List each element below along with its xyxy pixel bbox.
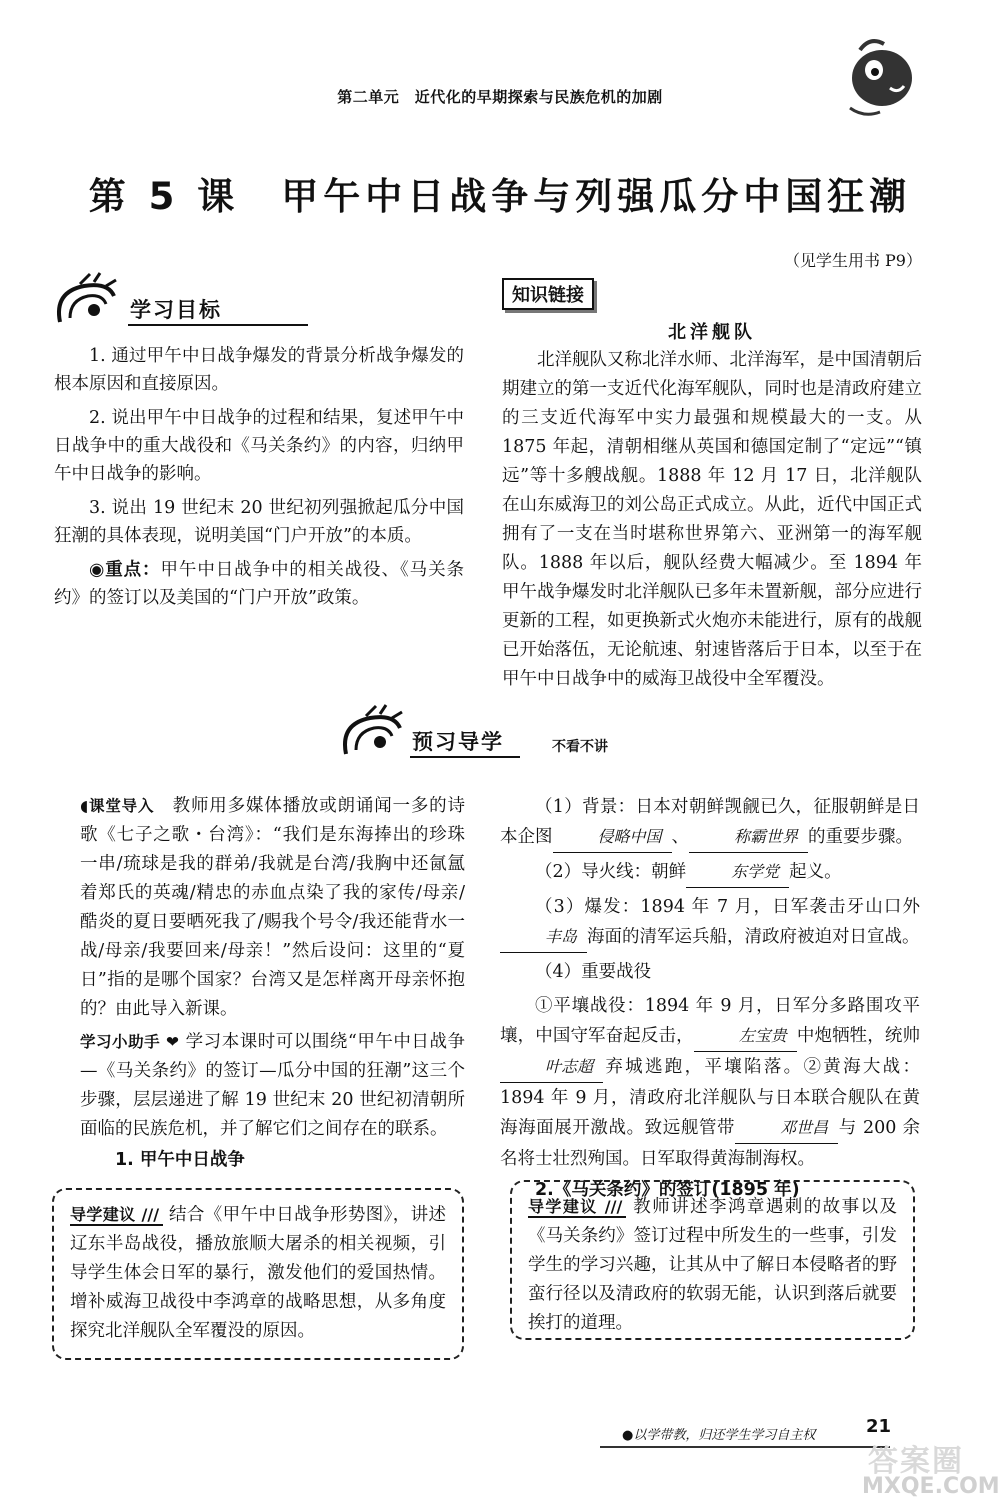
key-label: ◉重点： <box>89 560 161 580</box>
fill-blank: 丰岛 <box>500 922 587 953</box>
goals-key-point <box>54 556 464 612</box>
guide-text: 教师讲述李鸿章遇刺的故事以及《马关条约》签订过程中所发生的一些事，引发学生的学习兴趣，让其从中了解日本侵略者的野蛮行径以及清政府的软弱无能，认识到落后就要挨打的道理。 <box>528 1197 897 1333</box>
page-number: 21 <box>866 1416 892 1437</box>
lesson-reference: （见学生用书 P9） <box>783 251 922 270</box>
fuse-item: （2）导火线：朝鲜 东学党 起义。 <box>500 857 920 888</box>
goals-title: 学习目标 <box>130 298 222 322</box>
guide-box-left <box>52 1188 464 1360</box>
guide-box-right <box>510 1180 915 1340</box>
intro-block <box>80 792 465 1174</box>
footer-line <box>600 1446 890 1448</box>
war-section <box>500 792 920 1204</box>
fill-blank: 称霸世界 <box>689 822 808 853</box>
footer-slogan: ●以学带教，归还学生学习自主权 <box>622 1428 816 1443</box>
fill-blank: 侵略中国 <box>553 822 672 853</box>
intro-tag: ◖课堂导入 <box>80 797 155 815</box>
guide-text: 结合《甲午中日战争形势图》，讲述辽东半岛战役，播放旅顺大屠杀的相关视频，引导学生体会日军的暴行，激发他们的爱国热情。增补威海卫战役中李鸿章的战略思想，从多角度探究北洋舰队全军覆没的原因。 <box>70 1205 446 1341</box>
outbreak-item: （3）爆发：1894 年 7 月，日军袭击牙山口外丰岛 海面的清军运兵船，清政府被迫对日宣战。 <box>500 892 920 953</box>
watermark: 答案圈 <box>868 1444 964 1479</box>
helper-text: 学习本课时可以围绕“甲午中日战争—《马关条约》的签订—瓜分中国的狂潮”这三个步骤，层层递进了解 19 世纪末 20 世纪初清朝所面临的民族危机，并了解它们之间存在的联系。 <box>80 1032 465 1139</box>
guide-tag: 导学建议 /// <box>528 1197 626 1218</box>
goal-item: 3. 说出 19 世纪末 20 世纪初列强掀起瓜分中国狂潮的具体表现，说明美国“门户开放”的本质。 <box>54 498 464 546</box>
section1-title: 1. 甲午中日战争 <box>115 1150 245 1170</box>
guide-tag: 导学建议 /// <box>70 1205 163 1226</box>
lesson-title: 第 5 课 甲午中日战争与列强瓜分中国狂潮 <box>88 175 912 218</box>
unit-header: 第二单元 近代化的早期探索与民族危机的加剧 <box>337 88 663 106</box>
knowledge-body <box>502 346 922 694</box>
swirl-icon <box>50 272 140 332</box>
preview-banner <box>336 704 656 766</box>
watermark-url: MXQE.COM <box>862 1474 1000 1499</box>
fill-blank: 叶志超 <box>500 1052 603 1083</box>
preview-title: 预习导学 <box>412 730 504 754</box>
knowledge-text: 北洋舰队又称北洋水师、北洋海军，是中国清朝后期建立的第一支近代化海军舰队，同时也是清政府建立的三支近代海军中实力最强和规模最大的一支。从 1875 年起，清朝相继从英国和德国定制了“定远”“镇远”等十多艘战舰。1888 年 12 月 17 日，北洋舰队在山东威海卫的刘公岛正式成立。从此，近代中国正式拥有了一支在当时堪称世界第六、亚洲第一的海军舰队。1888 年以后，舰队经费大幅减少。至 1894 年甲午战争爆发时北洋舰队已多年未置新舰，部分应进行更新的工程，如更换新式火炮亦未能进行，原有的战舰已开始落伍，无论航速、射速皆落后于日本，以至于在甲午中日战争中的威海卫战役中全军覆没。 <box>502 350 922 689</box>
battles-heading: （4）重要战役 <box>535 962 652 982</box>
preview-underline <box>410 756 520 758</box>
goals-underline <box>128 324 308 326</box>
intro-text: 教师用多媒体播放或朗诵闻一多的诗歌《七子之歌・台湾》：“我们是东海捧出的珍珠一串/琉球是我的群弟/我就是台湾/我胸中还氤氲着郑氏的英魂/精忠的赤血点染了我的家传/母亲/酷炎的夏日要晒死我了/赐我个号令/我还能背水一战/母亲/我要回来/母亲！”然后设问：这里的“夏日”指的是哪个国家？台湾又是怎样离开母亲怀抱的？由此导入新课。 <box>80 796 465 1019</box>
preview-note: 不看不讲 <box>552 739 608 755</box>
goal-item: 2. 说出甲午中日战争的过程和结果，复述甲午中日战争中的重大战役和《马关条约》的内容，归纳甲午中日战争的影响。 <box>54 408 464 484</box>
key-text: 甲午中日战争中的相关战役、《马关条约》的签订以及美国的“门户开放”政策。 <box>54 560 464 608</box>
fill-blank: 左宝贵 <box>694 1021 797 1052</box>
goals-list <box>54 342 464 612</box>
goal-item: 1. 通过甲午中日战争爆发的背景分析战争爆发的根本原因和直接原因。 <box>54 346 464 394</box>
battles-item: ①平壤战役：1894 年 9 月，日军分多路围攻平壤，中国守军奋起反击， 左宝贵 中炮牺牲，统帅叶志超 弃城逃跑，平壤陷落。②黄海大战：1894 年 9 月，清政府北洋舰队与日本联合舰队在黄海海面展开激战。致远舰管带 邓世昌 与 200 余名将士壮烈殉国。日军取得黄海制海权。 <box>500 996 921 1169</box>
intro-paragraph <box>80 792 465 1024</box>
section2-title: 2.《马关条约》的签订(1895 年) <box>535 1180 800 1200</box>
fill-blank: 邓世昌 <box>735 1113 838 1144</box>
fill-blank: 东学党 <box>686 857 789 888</box>
background-item: （1）背景：日本对朝鲜觊觎已久，征服朝鲜是日本企图 侵略中国 、 称霸世界 的重要步骤。 <box>500 792 920 853</box>
helper-paragraph <box>80 1028 465 1144</box>
knowledge-title: 北洋舰队 <box>668 322 756 343</box>
knowledge-tag: 知识链接 <box>502 278 594 310</box>
mascot-icon <box>830 28 930 128</box>
goals-banner <box>50 272 270 332</box>
helper-tag: 学习小助手 ❤ <box>80 1033 180 1051</box>
